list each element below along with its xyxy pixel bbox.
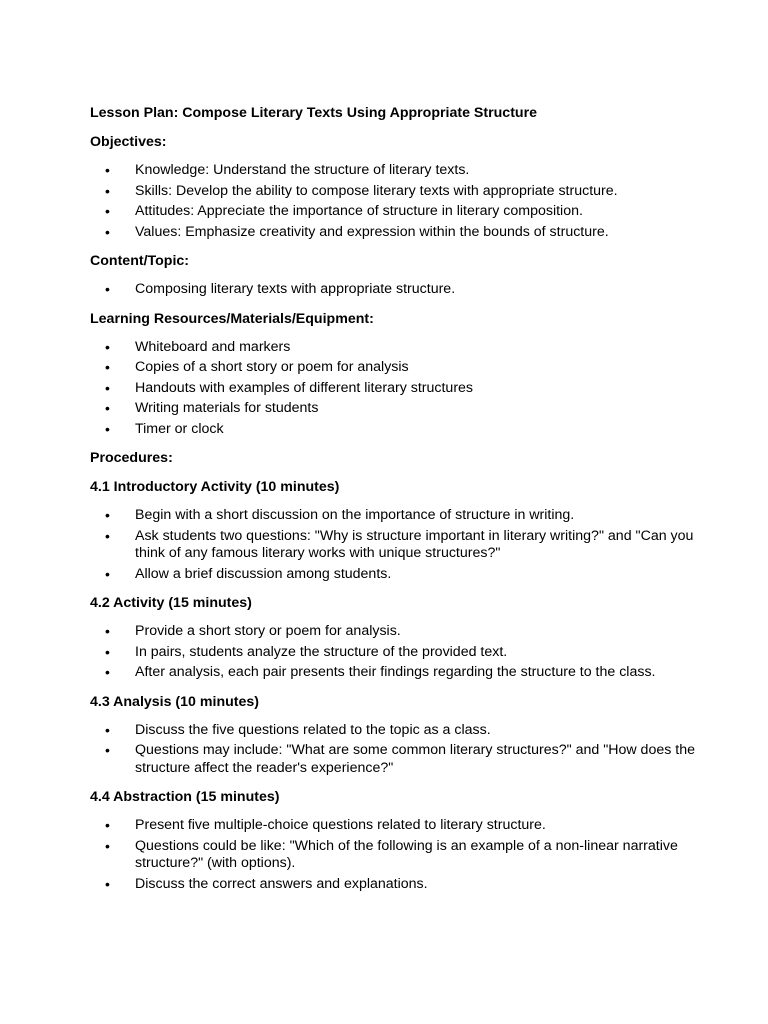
section-heading: Content/Topic:: [90, 253, 190, 269]
list-item-text: In pairs, students analyze the structure of the provided text.: [135, 643, 508, 660]
list-item-text: Copies of a short story or poem for analysis: [135, 359, 409, 375]
bullet-icon: •: [105, 400, 110, 416]
bullet-icon: •: [105, 721, 110, 738]
list-item-text: Discuss the five questions related to the topic as a class.: [135, 721, 491, 738]
list-item: [90, 224, 708, 242]
bullet-icon: •: [105, 420, 110, 437]
list-item-text: Writing materials for students: [135, 400, 319, 416]
list-item: [90, 400, 708, 418]
list-item-text: Questions may include: "What are some common literary structures?" and "How does the structure affect the reader's experience?": [135, 742, 695, 776]
list-item-text: Present five multiple-choice questions related to literary structure.: [135, 817, 546, 833]
bullet-list: [90, 722, 708, 778]
section-heading: 4.3 Analysis (10 minutes): [90, 693, 260, 710]
bullet-icon: •: [105, 623, 110, 639]
bullet-icon: •: [105, 359, 110, 375]
bullet-icon: •: [105, 507, 110, 523]
bullet-icon: •: [105, 664, 110, 680]
list-item: [90, 281, 708, 299]
list-item-text: Knowledge: Understand the structure of literary texts.: [135, 162, 470, 178]
bullet-icon: •: [105, 182, 110, 199]
section-heading: 4.4 Abstraction (15 minutes): [90, 789, 280, 805]
list-item: [90, 203, 708, 221]
bullet-icon: •: [105, 643, 110, 660]
list-item-text: Begin with a short discussion on the importance of structure in writing.: [135, 507, 575, 523]
bullet-icon: •: [105, 162, 110, 178]
list-item-text: Handouts with examples of different literary structures: [135, 379, 474, 396]
bullet-icon: •: [105, 875, 110, 892]
list-item-text: Allow a brief discussion among students.: [135, 565, 392, 582]
document-body: [90, 133, 708, 893]
list-item: [90, 742, 708, 777]
list-item: [90, 507, 708, 525]
section-heading: 4.2 Activity (15 minutes): [90, 595, 252, 611]
list-item: [90, 644, 708, 662]
section-heading: 4.1 Introductory Activity (10 minutes): [90, 479, 340, 495]
bullet-list: [90, 281, 708, 299]
list-item: [90, 528, 708, 563]
bullet-icon: •: [105, 223, 110, 240]
list-item: [90, 183, 708, 201]
section-heading: Learning Resources/Materials/Equipment:: [90, 310, 374, 327]
bullet-list: [90, 507, 708, 583]
bullet-icon: •: [105, 742, 110, 758]
list-item-text: Attitudes: Appreciate the importance of structure in literary composition.: [135, 203, 583, 219]
bullet-list: [90, 339, 708, 439]
list-item: [90, 876, 708, 894]
list-item: [90, 664, 708, 682]
list-item: [90, 359, 708, 377]
list-item-text: Ask students two questions: "Why is structure important in literary writing?" and "Can you think of any famous literary works with unique structures?": [135, 527, 694, 561]
list-item: [90, 339, 708, 357]
list-item-text: After analysis, each pair presents their findings regarding the structure to the class.: [135, 664, 656, 680]
section-heading: Procedures:: [90, 450, 173, 466]
bullet-list: [90, 162, 708, 241]
bullet-icon: •: [105, 527, 110, 544]
list-item: [90, 722, 708, 740]
bullet-icon: •: [105, 338, 110, 355]
list-item: [90, 838, 708, 873]
list-item-text: Whiteboard and markers: [135, 338, 291, 355]
list-item: [90, 380, 708, 398]
list-item: [90, 623, 708, 641]
list-item-text: Provide a short story or poem for analysis.: [135, 623, 401, 639]
list-item-text: Questions could be like: "Which of the following is an example of a non-linear narrative structure?" (with options).: [135, 837, 678, 871]
bullet-list: [90, 817, 708, 893]
section-heading: Objectives:: [90, 134, 167, 150]
list-item: [90, 817, 708, 835]
list-item-text: Values: Emphasize creativity and expression within the bounds of structure.: [135, 223, 609, 240]
list-item: [90, 162, 708, 180]
list-item-text: Skills: Develop the ability to compose literary texts with appropriate structure.: [135, 182, 618, 199]
list-item: [90, 421, 708, 439]
list-item: [90, 566, 708, 584]
list-item-text: Timer or clock: [135, 420, 224, 437]
list-item-text: Composing literary texts with appropriate structure.: [135, 281, 456, 297]
bullet-icon: •: [105, 817, 110, 833]
bullet-list: [90, 623, 708, 682]
list-item-text: Discuss the correct answers and explanations.: [135, 875, 428, 892]
bullet-icon: •: [105, 281, 110, 297]
bullet-icon: •: [105, 565, 110, 582]
bullet-icon: •: [105, 837, 110, 854]
bullet-icon: •: [105, 203, 110, 219]
bullet-icon: •: [105, 379, 110, 396]
page-title: Lesson Plan: Compose Literary Texts Using Appropriate Structure: [90, 105, 537, 121]
